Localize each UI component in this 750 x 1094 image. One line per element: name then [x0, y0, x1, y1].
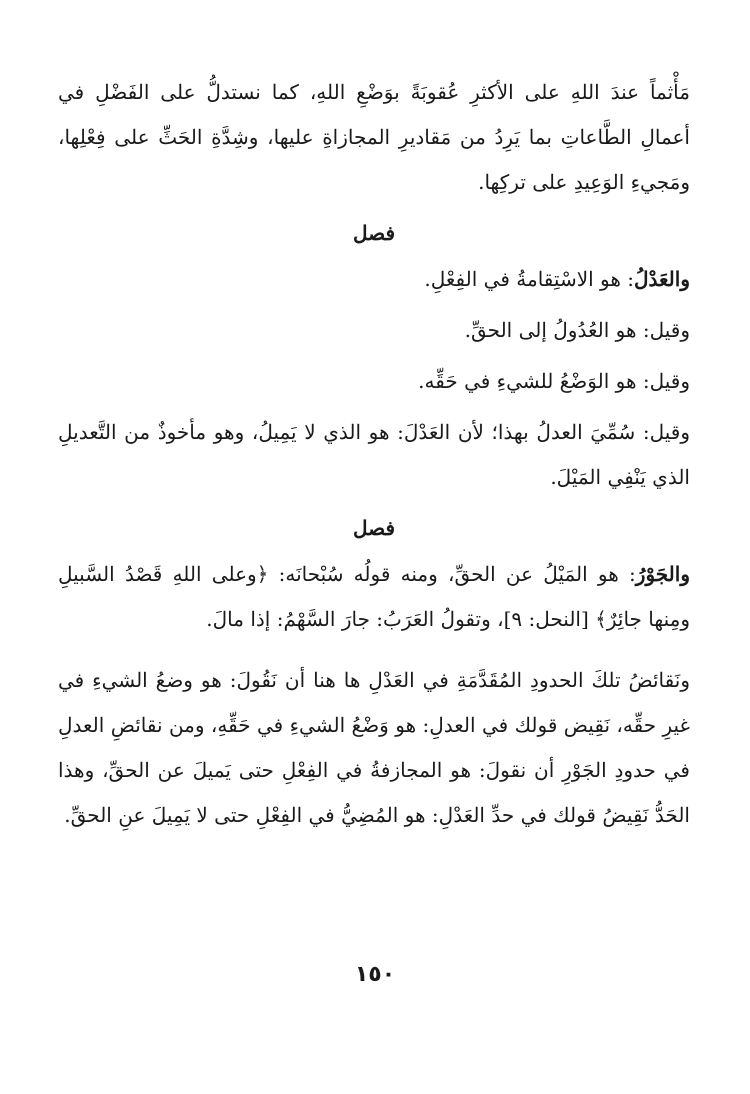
term-jawr: والجَوْرُ — [635, 562, 690, 586]
section-heading-adl: فصل — [352, 221, 396, 245]
closing-paragraph: ونَقائضُ تلكَ الحدودِ المُقَدَّمَةِ في العَدْلِ ها هنا أن نَقُولَ: هو وضعُ الشيءِ في غيرِ حقِّه، نَقِيض قولك في العدلِ: هو وَضْعُ الشيءِ في حَقِّهِ، ومن نقائضِ العدلِ في حدودِ الجَوْرِ أن نقولَ: هو المجازفةُ في الفِعْلِ حتى يَميلَ عن الحقِّ، وهذا الحَدُّ نَقِيضُ قولك في حدِّ العَدْلِ: هو المُضِيُّ في الفِعْلِ حتى لا يَمِيلَ عنِ الحقِّ. — [58, 668, 690, 827]
definition-adl — [58, 257, 690, 302]
term-adl: والعَدْلُ — [634, 267, 690, 291]
definition-jawr-text: : هو المَيْلُ عن الحقِّ، ومنه قولُه سُبْحانَه: ﴿وعلى اللهِ قَصْدُ السَّبيلِ ومِنها جائِرٌ﴾ [النحل: ٩]، وتقولُ العَرَبُ: جارَ السَّهْمُ: إذا مالَ. — [58, 562, 690, 631]
definition-adl-text: : هو الاسْتِقامةُ في الفِعْلِ. — [424, 267, 634, 291]
page-number: ١٥٠ — [354, 962, 396, 987]
alt-definition-3: وقيل: سُمِّيَ العدلُ بهذا؛ لأن العَدْلَ: هو الذي لا يَمِيلُ، وهو مأخوذٌ من التَّعديلِ الذي يَنْفِي المَيْلَ. — [58, 420, 690, 489]
section-heading-jawr: فصل — [352, 516, 396, 540]
definition-jawr — [58, 552, 690, 642]
alt-definition-1: وقيل: هو العُدُولُ إلى الحقِّ. — [464, 318, 690, 342]
alt-definition-2: وقيل: هو الوَضْعُ للشيءِ في حَقِّه. — [418, 369, 690, 393]
page-body — [58, 70, 690, 846]
intro-paragraph: مَأْثماً عندَ اللهِ على الأكثرِ عُقوبَةً بوَضْعِ اللهِ، كما نستدلُّ على الفَضْلِ في أعمالِ الطَّاعاتِ بما يَرِدُ من مَقاديرِ المجازاةِ عليها، وشِدَّةِ الحَثِّ على فِعْلِها، ومَجيءِ الوَعِيدِ على تركِها. — [58, 80, 690, 194]
